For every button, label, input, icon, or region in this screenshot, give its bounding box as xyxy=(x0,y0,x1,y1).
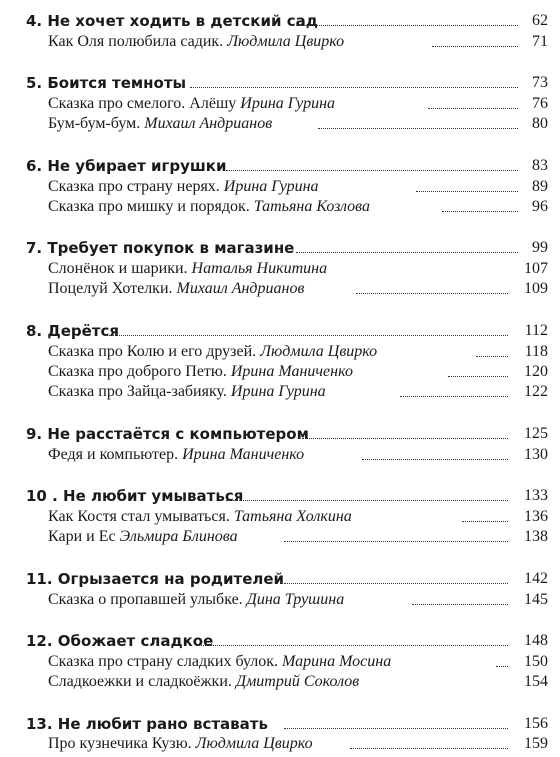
page-number: 120 xyxy=(524,363,548,380)
chapter-title: 13. Не любит рано вставать xyxy=(26,715,268,733)
toc-entry[interactable] xyxy=(0,382,560,402)
toc-entry[interactable] xyxy=(0,652,560,672)
toc-entry[interactable] xyxy=(0,734,560,754)
chapter-title: 8. Дерётся xyxy=(26,322,120,340)
story-title: Бум-бум-бум. xyxy=(48,115,145,132)
page-number: 118 xyxy=(524,343,548,360)
toc-entry[interactable] xyxy=(0,445,560,465)
story-title: Сладкоежки и сладкоёжки. xyxy=(48,673,236,690)
page-number: 122 xyxy=(524,383,548,400)
toc-entry[interactable] xyxy=(0,527,560,547)
page-number: 145 xyxy=(524,591,548,608)
page-number: 142 xyxy=(524,570,548,587)
story-author: Татьяна Холкина xyxy=(233,508,352,525)
toc-entry[interactable] xyxy=(0,177,560,197)
story-author: Ирина Маниченко xyxy=(230,363,353,380)
page-number: 148 xyxy=(524,632,548,649)
story-title: Сказка про мишку и порядок. xyxy=(48,198,254,215)
chapter-title: 9. Не расстаётся с компьютером xyxy=(26,425,309,443)
story-title: Сказка о пропавшей улыбке. xyxy=(48,591,247,608)
page-number: 73 xyxy=(532,74,548,91)
story-author: Ирина Гурина xyxy=(230,383,326,400)
toc-entry[interactable] xyxy=(0,197,560,217)
story-title: Про кузнечика Кузю. xyxy=(48,735,196,752)
story-title: Сказка про Колю и его друзей. xyxy=(48,343,261,360)
toc-chapter-11[interactable] xyxy=(0,569,560,589)
story-author: Ирина Маниченко xyxy=(182,446,305,463)
page-number: 83 xyxy=(532,157,548,174)
page-number: 71 xyxy=(532,33,548,50)
story-author: Татьяна Козлова xyxy=(253,198,370,215)
toc-chapter-9[interactable] xyxy=(0,424,560,444)
story-author: Марина Мосина xyxy=(282,653,392,670)
story-author: Людмила Цвирко xyxy=(195,735,313,752)
toc-entry[interactable] xyxy=(0,590,560,610)
page-number: 96 xyxy=(532,198,548,215)
toc-chapter-5[interactable] xyxy=(0,73,560,93)
story-author: Людмила Цвирко xyxy=(227,33,345,50)
chapter-title: 11. Огрызается на родителей xyxy=(26,570,285,588)
story-title: Как Оля полюбила садик. xyxy=(48,33,228,50)
toc-entry[interactable] xyxy=(0,32,560,52)
toc-entry[interactable] xyxy=(0,342,560,362)
story-author: Михаил Андрианов xyxy=(144,115,273,132)
page-number: 107 xyxy=(524,260,548,277)
chapter-title: 7. Требует покупок в магазине xyxy=(26,239,295,257)
page-number: 150 xyxy=(524,653,548,670)
story-title: Сказка про Зайца-забияку. xyxy=(48,383,231,400)
page-number: 133 xyxy=(524,487,548,504)
story-title: Сказка про доброго Петю. xyxy=(48,363,231,380)
story-author: Ирина Гурина xyxy=(223,178,319,195)
story-title: Поцелуй Хотелки. xyxy=(48,280,177,297)
story-title: Федя и компьютер. xyxy=(48,446,183,463)
chapter-title: 12. Обожает сладкое xyxy=(26,632,214,650)
story-author: Людмила Цвирко xyxy=(260,343,378,360)
toc-entry[interactable] xyxy=(0,672,560,692)
story-title: Сказка про страну сладких булок. xyxy=(48,653,283,670)
toc-entry[interactable] xyxy=(0,94,560,114)
page-number: 156 xyxy=(524,715,548,732)
page-number: 136 xyxy=(524,508,548,525)
story-title: Кари и Ес xyxy=(48,528,120,545)
chapter-title: 6. Не убирает игрушки xyxy=(26,157,227,175)
toc-chapter-8[interactable] xyxy=(0,321,560,341)
page-number: 125 xyxy=(524,425,548,442)
chapter-title: 4. Не хочет ходить в детский сад xyxy=(26,12,318,30)
toc-chapter-6[interactable] xyxy=(0,156,560,176)
page-number: 154 xyxy=(524,673,548,690)
toc-chapter-12[interactable] xyxy=(0,631,560,651)
story-author: Наталья Никитина xyxy=(191,260,328,277)
toc-chapter-7[interactable] xyxy=(0,238,560,258)
toc-chapter-10[interactable] xyxy=(0,486,560,506)
toc-entry[interactable] xyxy=(0,507,560,527)
page-number: 109 xyxy=(524,280,548,297)
page-number: 159 xyxy=(524,735,548,752)
page-number: 80 xyxy=(532,115,548,132)
story-title: Слонёнок и шарики. xyxy=(48,260,192,277)
page-number: 99 xyxy=(532,239,548,256)
page-number: 76 xyxy=(532,95,548,112)
toc-entry[interactable] xyxy=(0,279,560,299)
toc-chapter-4[interactable] xyxy=(0,11,560,31)
page-number: 62 xyxy=(532,12,548,29)
page-number: 89 xyxy=(532,178,548,195)
toc-chapter-13[interactable] xyxy=(0,714,560,734)
page-number: 130 xyxy=(524,446,548,463)
story-title: Сказка про страну нерях. xyxy=(48,178,224,195)
story-author: Дина Трушина xyxy=(246,591,345,608)
story-author: Эльмира Блинова xyxy=(119,528,238,545)
page-number: 138 xyxy=(524,528,548,545)
page-number: 112 xyxy=(524,322,548,339)
toc-entry[interactable] xyxy=(0,259,560,279)
chapter-title: 10 . Не любит умываться xyxy=(26,487,244,505)
story-author: Дмитрий Соколов xyxy=(235,673,360,690)
story-title: Как Костя стал умываться. xyxy=(48,508,234,525)
toc-entry[interactable] xyxy=(0,362,560,382)
toc-entry[interactable] xyxy=(0,114,560,134)
story-author: Михаил Андрианов xyxy=(176,280,305,297)
story-author: Ирина Гурина xyxy=(240,95,335,112)
story-title: Сказка про смелого. Алёшу xyxy=(48,95,241,112)
chapter-title: 5. Боится темноты xyxy=(26,74,187,92)
